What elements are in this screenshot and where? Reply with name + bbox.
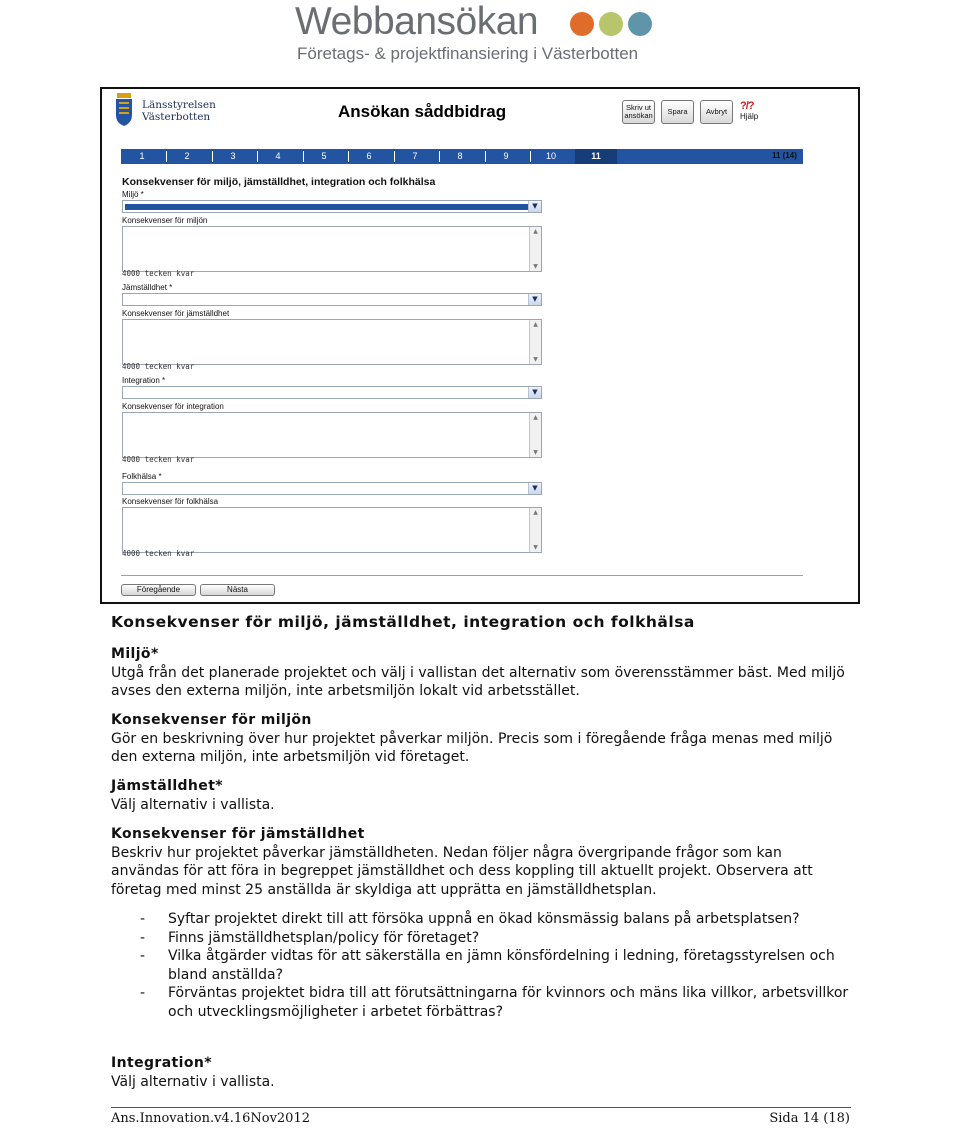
jamstalldhet-select[interactable] xyxy=(122,293,542,306)
scroll-down-icon[interactable]: ▼ xyxy=(533,449,538,456)
step-1[interactable]: 1 xyxy=(139,151,145,161)
banner-title: Webbansökan xyxy=(295,0,539,43)
banner-dots xyxy=(570,12,652,36)
scroll-down-icon[interactable]: ▼ xyxy=(533,263,538,270)
step-9[interactable]: 9 xyxy=(503,151,509,161)
jamstalldhet-heading: Jämställdhet* xyxy=(111,778,224,794)
step-6[interactable]: 6 xyxy=(366,151,372,161)
scroll-up-icon[interactable]: ▲ xyxy=(533,509,538,516)
miljo-description: Utgå från det planerade projektet och välj i vallistan det alternativ som överensstämmer bäst. Med miljö avses den externa miljön, inte arbetsmiljön lokalt vid arbetsstället. xyxy=(111,664,845,699)
scroll-down-icon[interactable]: ▼ xyxy=(533,544,538,551)
textarea-scrollbar[interactable] xyxy=(529,413,541,457)
form-divider xyxy=(121,575,803,576)
document-heading: Konsekvenser för miljö, jämställdhet, integration och folkhälsa xyxy=(111,613,695,631)
print-application-button[interactable] xyxy=(622,100,655,124)
integration-section xyxy=(111,1054,851,1091)
app-title: Ansökan såddbidrag xyxy=(338,102,507,121)
org-name xyxy=(142,99,216,123)
print-label-2: ansökan xyxy=(624,111,653,120)
crest-icon xyxy=(114,93,134,127)
orange-dot-icon xyxy=(570,12,594,36)
step-5[interactable]: 5 xyxy=(321,151,327,161)
chevron-down-icon[interactable]: ▼ xyxy=(528,483,541,494)
folkhalsa-label: Folkhälsa * xyxy=(122,472,162,481)
selected-option-highlight xyxy=(125,204,529,210)
scroll-up-icon[interactable]: ▲ xyxy=(533,414,538,421)
help-label: Hjälp xyxy=(740,112,759,121)
application-screenshot xyxy=(100,87,860,604)
integration-label: Integration * xyxy=(122,376,166,385)
konsekvenser-miljo-section xyxy=(111,711,851,767)
save-button[interactable] xyxy=(661,100,694,124)
chevron-down-icon[interactable]: ▼ xyxy=(528,294,541,305)
integration-char-counter: 4000 tecken kvar xyxy=(122,455,195,464)
step-2[interactable]: 2 xyxy=(184,151,190,161)
konsekvenser-jamstalldhet-heading: Konsekvenser för jämställdhet xyxy=(111,826,365,842)
miljo-consequences-textarea[interactable] xyxy=(122,226,542,272)
scroll-up-icon[interactable]: ▲ xyxy=(533,228,538,235)
step-4[interactable]: 4 xyxy=(275,151,281,161)
konsekvenser-jamstalldhet-section xyxy=(111,825,851,899)
integration-heading: Integration* xyxy=(111,1055,212,1071)
dash-bullet-icon: - xyxy=(140,929,146,946)
chevron-down-icon[interactable]: ▼ xyxy=(528,387,541,398)
folkhalsa-char-counter: 4000 tecken kvar xyxy=(122,549,195,558)
jamstalldhet-label: Jämställdhet * xyxy=(122,283,173,292)
list-item: - Finns jämställdhetsplan/policy för företaget? xyxy=(140,929,480,946)
jamstalldhet-consequences-textarea[interactable] xyxy=(122,319,542,365)
textarea-scrollbar[interactable] xyxy=(529,227,541,271)
question-mark-icon: ?/? xyxy=(740,100,754,112)
document-version: Ans.Innovation.v4.16Nov2012 xyxy=(111,1111,310,1126)
integration-consequences-label: Konsekvenser för integration xyxy=(122,402,224,411)
step-8[interactable]: 8 xyxy=(457,151,463,161)
print-label-1: Skriv ut xyxy=(625,103,651,112)
dash-bullet-icon: - xyxy=(140,948,146,964)
banner-subtitle: Företags- & projektfinansiering i Västerbotten xyxy=(297,44,639,63)
step-navigation xyxy=(121,149,803,164)
miljo-char-counter: 4000 tecken kvar xyxy=(122,269,195,278)
previous-button[interactable]: Föregående xyxy=(121,584,196,596)
integration-consequences-textarea[interactable] xyxy=(122,412,542,458)
org-line-2: Västerbotten xyxy=(142,111,211,123)
konsekvenser-miljo-heading: Konsekvenser för miljön xyxy=(111,712,312,728)
step-7[interactable]: 7 xyxy=(412,151,418,161)
miljo-label: Miljö * xyxy=(122,190,144,199)
dash-bullet-icon: - xyxy=(140,911,146,927)
integration-select[interactable] xyxy=(122,386,542,399)
konsekvenser-miljo-description: Gör en beskrivning över hur projektet påverkar miljön. Precis som i föregående fråga menas med miljö den externa miljön, inte arbetsmiljön vid företaget. xyxy=(111,730,833,765)
step-count: 11 (14) xyxy=(772,151,797,160)
jamstalldhet-section xyxy=(111,777,851,814)
list-item: - Förväntas projektet bidra till att förutsättningarna för kvinnors och mäns lika villkor, arbetsvillkor och utvecklingsmöjligheter i arbetet förbättras? xyxy=(140,985,849,1020)
miljo-consequences-label: Konsekvenser för miljön xyxy=(122,216,208,225)
next-button[interactable]: Nästa xyxy=(200,584,275,596)
jamstalldhet-char-counter: 4000 tecken kvar xyxy=(122,362,195,371)
page-number: Sida 14 (18) xyxy=(769,1111,850,1126)
step-10[interactable]: 10 xyxy=(545,151,556,161)
step-11-current[interactable]: 11 xyxy=(575,149,617,164)
help-button[interactable] xyxy=(740,101,764,125)
form-section-heading: Konsekvenser för miljö, jämställdhet, integration och folkhälsa xyxy=(122,176,436,188)
org-line-1: Länsstyrelsen xyxy=(142,99,216,111)
miljo-select[interactable] xyxy=(122,200,542,213)
save-label: Spara xyxy=(667,107,688,116)
teal-dot-icon xyxy=(628,12,652,36)
county-logo xyxy=(114,93,224,131)
textarea-scrollbar[interactable] xyxy=(529,320,541,364)
jamstalldhet-description: Välj alternativ i vallista. xyxy=(111,796,275,813)
step-3[interactable]: 3 xyxy=(230,151,236,161)
cancel-label: Avbryt xyxy=(705,107,728,116)
chevron-down-icon[interactable]: ▼ xyxy=(528,201,541,212)
scroll-up-icon[interactable]: ▲ xyxy=(533,321,538,328)
integration-description: Välj alternativ i vallista. xyxy=(111,1073,275,1090)
list-item: - Syftar projektet direkt till att försöka uppnå en ökad könsmässig balans på arbetsplatsen? xyxy=(140,911,800,927)
miljo-heading: Miljö* xyxy=(111,646,159,662)
konsekvenser-jamstalldhet-description: Beskriv hur projektet påverkar jämställdheten. Nedan följer några övergripande frågor som kan användas för att föra in begreppet jämställdhet och dess koppling till aktuellt projekt. Observera att företag med minst 25 anställda är skyldiga att upprätta en jämställdhetsplan. xyxy=(111,844,813,898)
folkhalsa-select[interactable] xyxy=(122,482,542,495)
list-item: - Vilka åtgärder vidtas för att säkerställa en jämn könsfördelning i ledning, företagsstyrelsen och bland anställda? xyxy=(140,948,835,983)
banner xyxy=(0,0,960,76)
folkhalsa-consequences-label: Konsekvenser för folkhälsa xyxy=(122,497,219,506)
folkhalsa-consequences-textarea[interactable] xyxy=(122,507,542,553)
question-list xyxy=(140,910,850,1021)
miljo-section xyxy=(111,645,851,701)
textarea-scrollbar[interactable] xyxy=(529,508,541,552)
cancel-button[interactable] xyxy=(700,100,733,124)
jamstalldhet-consequences-label: Konsekvenser för jämställdhet xyxy=(122,309,230,318)
scroll-down-icon[interactable]: ▼ xyxy=(533,356,538,363)
footer-divider xyxy=(111,1107,851,1108)
dash-bullet-icon: - xyxy=(140,985,146,1001)
green-dot-icon xyxy=(599,12,623,36)
